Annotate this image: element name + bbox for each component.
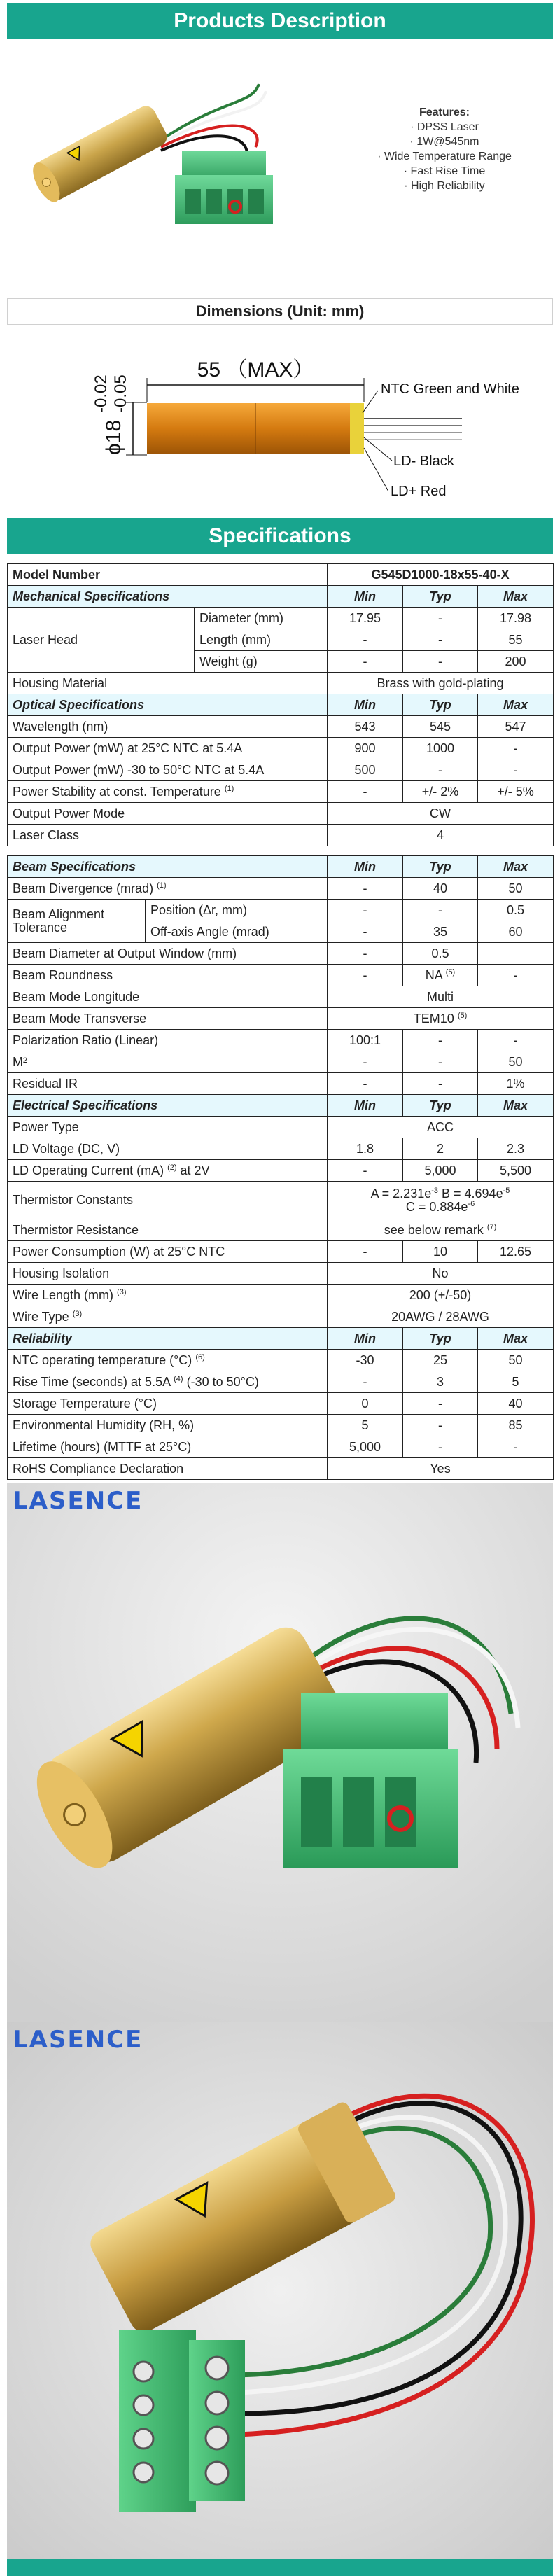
cell: -	[478, 965, 554, 986]
product-photo-2-graphic	[7, 2022, 553, 2559]
cell: 4	[328, 825, 554, 846]
feature-item: · Fast Rise Time	[403, 165, 486, 177]
label: Wire Type	[13, 1309, 69, 1324]
banner-title: Products Description	[174, 9, 386, 32]
cell: Multi	[328, 986, 554, 1008]
table-row	[8, 1160, 554, 1182]
cell: Length (mm)	[195, 629, 328, 651]
col-max: Max	[478, 1095, 554, 1116]
cell	[328, 1219, 554, 1241]
cell: 5	[328, 1415, 403, 1436]
table-row	[8, 760, 554, 781]
exponent: -5	[503, 1186, 510, 1195]
tolerance-top: -0.02	[92, 374, 111, 413]
cell: -	[328, 1051, 403, 1073]
cell: 20AWG / 28AWG	[328, 1306, 554, 1328]
cell: RoHS Compliance Declaration	[8, 1458, 328, 1480]
label: Power Stability at const. Temperature	[13, 784, 221, 799]
cell: Beam Mode Transverse	[8, 1008, 328, 1030]
section-header-reliability	[8, 1328, 554, 1350]
table-row	[8, 1008, 554, 1030]
cell	[8, 878, 328, 899]
cell	[8, 1350, 328, 1371]
cell	[8, 781, 328, 803]
cell: -	[328, 781, 403, 803]
exponent: -6	[468, 1199, 475, 1208]
length-label: 55 （MAX）	[197, 358, 314, 382]
cell: Storage Temperature (°C)	[8, 1393, 328, 1415]
cell: ACC	[328, 1116, 554, 1138]
cell: -	[328, 921, 403, 943]
table-row	[8, 1458, 554, 1480]
cell: 40	[403, 878, 478, 899]
diameter-label: ϕ18	[102, 419, 125, 455]
section-title: Optical Specifications	[8, 694, 328, 716]
cell: 3	[403, 1371, 478, 1393]
footnote: (6)	[195, 1352, 205, 1362]
cell: -	[403, 1051, 478, 1073]
laser-head-label: Laser Head	[8, 608, 195, 673]
laser-body	[147, 403, 357, 454]
value: C = 0.884e	[405, 1199, 468, 1214]
col-typ: Typ	[403, 694, 478, 716]
cell: Residual IR	[8, 1073, 328, 1095]
cell: -	[328, 1160, 403, 1182]
col-max: Max	[478, 586, 554, 608]
cell: 50	[478, 1051, 554, 1073]
cell: Beam Roundness	[8, 965, 328, 986]
cell: 60	[478, 921, 554, 943]
cell: -	[328, 1241, 403, 1263]
table-row	[8, 564, 554, 586]
lasence-logo: LASENCE	[13, 1487, 144, 1515]
table-row	[8, 781, 554, 803]
cell: Polarization Ratio (Linear)	[8, 1030, 328, 1051]
cell: Wavelength (nm)	[8, 716, 328, 738]
table-row	[8, 1241, 554, 1263]
cell: 543	[328, 716, 403, 738]
cell: Thermistor Constants	[8, 1182, 328, 1219]
footnote: (3)	[72, 1309, 83, 1318]
cell: 1.8	[328, 1138, 403, 1160]
cell: -	[478, 760, 554, 781]
cell: 0.5	[478, 899, 554, 921]
feature-item: · 1W@545nm	[410, 136, 479, 148]
cell: 50	[478, 1350, 554, 1371]
cell: -	[403, 899, 478, 921]
cell: 50	[478, 878, 554, 899]
wire-ntc-label: NTC Green and White	[381, 382, 519, 397]
cell: 85	[478, 1415, 554, 1436]
cell: Thermistor Resistance	[8, 1219, 328, 1241]
cell: Yes	[328, 1458, 554, 1480]
col-typ: Typ	[403, 586, 478, 608]
table-row	[8, 1263, 554, 1284]
value: B = 4.694e	[438, 1186, 503, 1200]
label: Rise Time (seconds) at 5.5A	[13, 1374, 171, 1389]
cell: 2	[403, 1138, 478, 1160]
cell: 10	[403, 1241, 478, 1263]
table-row	[8, 878, 554, 899]
cell: -	[328, 965, 403, 986]
section-header-electrical	[8, 1095, 554, 1116]
cell: Off-axis Angle (mrad)	[146, 921, 328, 943]
cell: -	[403, 760, 478, 781]
cell: Environmental Humidity (RH, %)	[8, 1415, 328, 1436]
cell: -30	[328, 1350, 403, 1371]
table-row	[8, 803, 554, 825]
section-header-beam	[8, 856, 554, 878]
cell: 100:1	[328, 1030, 403, 1051]
section-title: Reliability	[8, 1328, 328, 1350]
col-min: Min	[328, 694, 403, 716]
product-photo-2	[7, 2022, 553, 2559]
cell: Laser Class	[8, 825, 328, 846]
footnote: (1)	[157, 881, 167, 890]
cell: 547	[478, 716, 554, 738]
feature-item: · Wide Temperature Range	[377, 150, 512, 162]
laser-endcap	[350, 403, 364, 454]
cell: -	[403, 651, 478, 673]
cell: Weight (g)	[195, 651, 328, 673]
cell: +/- 2%	[403, 781, 478, 803]
cell: Output Power (mW) -30 to 50°C NTC at 5.4A	[8, 760, 328, 781]
table-row	[8, 716, 554, 738]
features-title: Features:	[419, 106, 470, 118]
dimensions-title: Dimensions (Unit: mm)	[195, 302, 365, 320]
model-label: Model Number	[8, 564, 328, 586]
col-typ: Typ	[403, 1328, 478, 1350]
table-row	[8, 965, 554, 986]
products-description-banner	[7, 3, 553, 39]
cell: 5,500	[478, 1160, 554, 1182]
cell: -	[328, 943, 403, 965]
table-row	[8, 1306, 554, 1328]
table-row	[8, 673, 554, 694]
cell: Housing Isolation	[8, 1263, 328, 1284]
table-row	[8, 1030, 554, 1051]
cell	[8, 1371, 328, 1393]
label: NTC operating temperature (°C)	[13, 1352, 192, 1367]
feature-item: · DPSS Laser	[410, 121, 479, 133]
cell: -	[403, 608, 478, 629]
cell: -	[403, 1436, 478, 1458]
cell: -	[403, 1415, 478, 1436]
wire-red-label: LD+ Red	[391, 484, 447, 497]
cell: 500	[328, 760, 403, 781]
footnote: (1)	[224, 784, 234, 793]
cell	[8, 1306, 328, 1328]
cell: 25	[403, 1350, 478, 1371]
col-min: Min	[328, 586, 403, 608]
label: Beam Divergence (mrad)	[13, 881, 154, 895]
section-title: Mechanical Specifications	[8, 586, 328, 608]
model-value: G545D1000-18x55-40-X	[328, 564, 554, 586]
table-row	[8, 1051, 554, 1073]
value: see below remark	[384, 1222, 484, 1237]
tolerance-bottom: -0.05	[111, 374, 130, 413]
cell: 1000	[403, 738, 478, 760]
spacer-row	[8, 846, 554, 856]
footnote: (2)	[167, 1163, 177, 1172]
cell: -	[328, 1371, 403, 1393]
table-row	[8, 986, 554, 1008]
table-row	[8, 1393, 554, 1415]
label: LD Operating Current (mA)	[13, 1163, 164, 1177]
cell: Housing Material	[8, 673, 328, 694]
cell: -	[478, 1436, 554, 1458]
cell: -	[328, 651, 403, 673]
cell: Diameter (mm)	[195, 608, 328, 629]
cell: 545	[403, 716, 478, 738]
cell: -	[328, 1073, 403, 1095]
cell: LD Voltage (DC, V)	[8, 1138, 328, 1160]
product-photo-1-graphic	[7, 1483, 553, 2022]
cell: Beam Alignment Tolerance	[8, 899, 146, 943]
value: A = 2.231e	[370, 1186, 432, 1200]
table-row	[8, 1350, 554, 1371]
product-photo-1	[7, 1483, 553, 2022]
cell	[403, 965, 478, 986]
cell: 0	[328, 1393, 403, 1415]
cell: -	[403, 629, 478, 651]
table-row	[8, 1116, 554, 1138]
features-list	[350, 105, 539, 193]
col-typ: Typ	[403, 856, 478, 878]
section-header-optical	[8, 694, 554, 716]
cell: CW	[328, 803, 554, 825]
cell: Beam Diameter at Output Window (mm)	[8, 943, 328, 965]
footnote: (5)	[457, 1011, 468, 1020]
cell: 55	[478, 629, 554, 651]
cell: 17.98	[478, 608, 554, 629]
cell: Output Power Mode	[8, 803, 328, 825]
cell: 200	[478, 651, 554, 673]
label-suffix: at 2V	[176, 1163, 210, 1177]
table-row	[8, 608, 554, 629]
table-row	[8, 1415, 554, 1436]
cell: 12.65	[478, 1241, 554, 1263]
cell	[8, 1160, 328, 1182]
exponent: -3	[431, 1186, 439, 1195]
table-row	[8, 1284, 554, 1306]
cell: 5,000	[403, 1160, 478, 1182]
thermistor-constants	[328, 1182, 554, 1219]
dimension-drawing	[70, 343, 532, 497]
cell: -	[478, 738, 554, 760]
cell: Lifetime (hours) (MTTF at 25°C)	[8, 1436, 328, 1458]
table-row	[8, 1436, 554, 1458]
cell: 200 (+/-50)	[328, 1284, 554, 1306]
specifications-table	[7, 564, 554, 1480]
label-suffix: (-30 to 50°C)	[183, 1374, 259, 1389]
cell: Beam Mode Longitude	[8, 986, 328, 1008]
cell: -	[328, 629, 403, 651]
section-title: Electrical Specifications	[8, 1095, 328, 1116]
cell: 5	[478, 1371, 554, 1393]
cell: Output Power (mW) at 25°C NTC at 5.4A	[8, 738, 328, 760]
footnote: (4)	[174, 1374, 183, 1383]
cell: 900	[328, 738, 403, 760]
lasence-logo: LASENCE	[13, 2026, 144, 2054]
cell: Brass with gold-plating	[328, 673, 554, 694]
cell	[8, 1284, 328, 1306]
col-min: Min	[328, 1095, 403, 1116]
cell	[478, 943, 554, 965]
table-row	[8, 738, 554, 760]
cell: -	[403, 1073, 478, 1095]
col-typ: Typ	[403, 1095, 478, 1116]
table-row	[8, 1073, 554, 1095]
col-max: Max	[478, 1328, 554, 1350]
section-title: Beam Specifications	[8, 856, 328, 878]
cell: -	[403, 1030, 478, 1051]
cell: -	[478, 1030, 554, 1051]
col-max: Max	[478, 694, 554, 716]
cell: 17.95	[328, 608, 403, 629]
cell: -	[328, 878, 403, 899]
label: Wire Length (mm)	[13, 1287, 114, 1302]
col-min: Min	[328, 856, 403, 878]
footnote: (3)	[117, 1287, 127, 1296]
product-image	[14, 56, 315, 231]
bottom-banner	[7, 2559, 553, 2576]
table-row	[8, 1138, 554, 1160]
cell: 35	[403, 921, 478, 943]
feature-item: · High Reliability	[404, 180, 485, 192]
table-row	[8, 943, 554, 965]
specifications-title: Specifications	[209, 524, 351, 547]
value: TEM10	[413, 1011, 454, 1026]
cell: +/- 5%	[478, 781, 554, 803]
wire-black-label: LD- Black	[393, 454, 454, 469]
table-row	[8, 1371, 554, 1393]
cell: 40	[478, 1393, 554, 1415]
spacer	[8, 846, 554, 856]
footnote: (7)	[486, 1222, 497, 1231]
cell: 5,000	[328, 1436, 403, 1458]
table-row	[8, 1219, 554, 1241]
cell: -	[403, 1393, 478, 1415]
cell: 2.3	[478, 1138, 554, 1160]
specifications-banner	[7, 518, 553, 554]
cell	[328, 1008, 554, 1030]
dimensions-header	[7, 298, 553, 325]
cell: No	[328, 1263, 554, 1284]
table-row	[8, 825, 554, 846]
table-row	[8, 899, 554, 921]
cell: 0.5	[403, 943, 478, 965]
cell: Power Consumption (W) at 25°C NTC	[8, 1241, 328, 1263]
footnote: (5)	[445, 967, 456, 976]
table-row	[8, 1182, 554, 1219]
value: NA	[425, 967, 442, 982]
cell: -	[328, 899, 403, 921]
cell: M²	[8, 1051, 328, 1073]
col-min: Min	[328, 1328, 403, 1350]
cell: Position (Δr, mm)	[146, 899, 328, 921]
section-header-mechanical	[8, 586, 554, 608]
col-max: Max	[478, 856, 554, 878]
cell: 1%	[478, 1073, 554, 1095]
cell: Power Type	[8, 1116, 328, 1138]
